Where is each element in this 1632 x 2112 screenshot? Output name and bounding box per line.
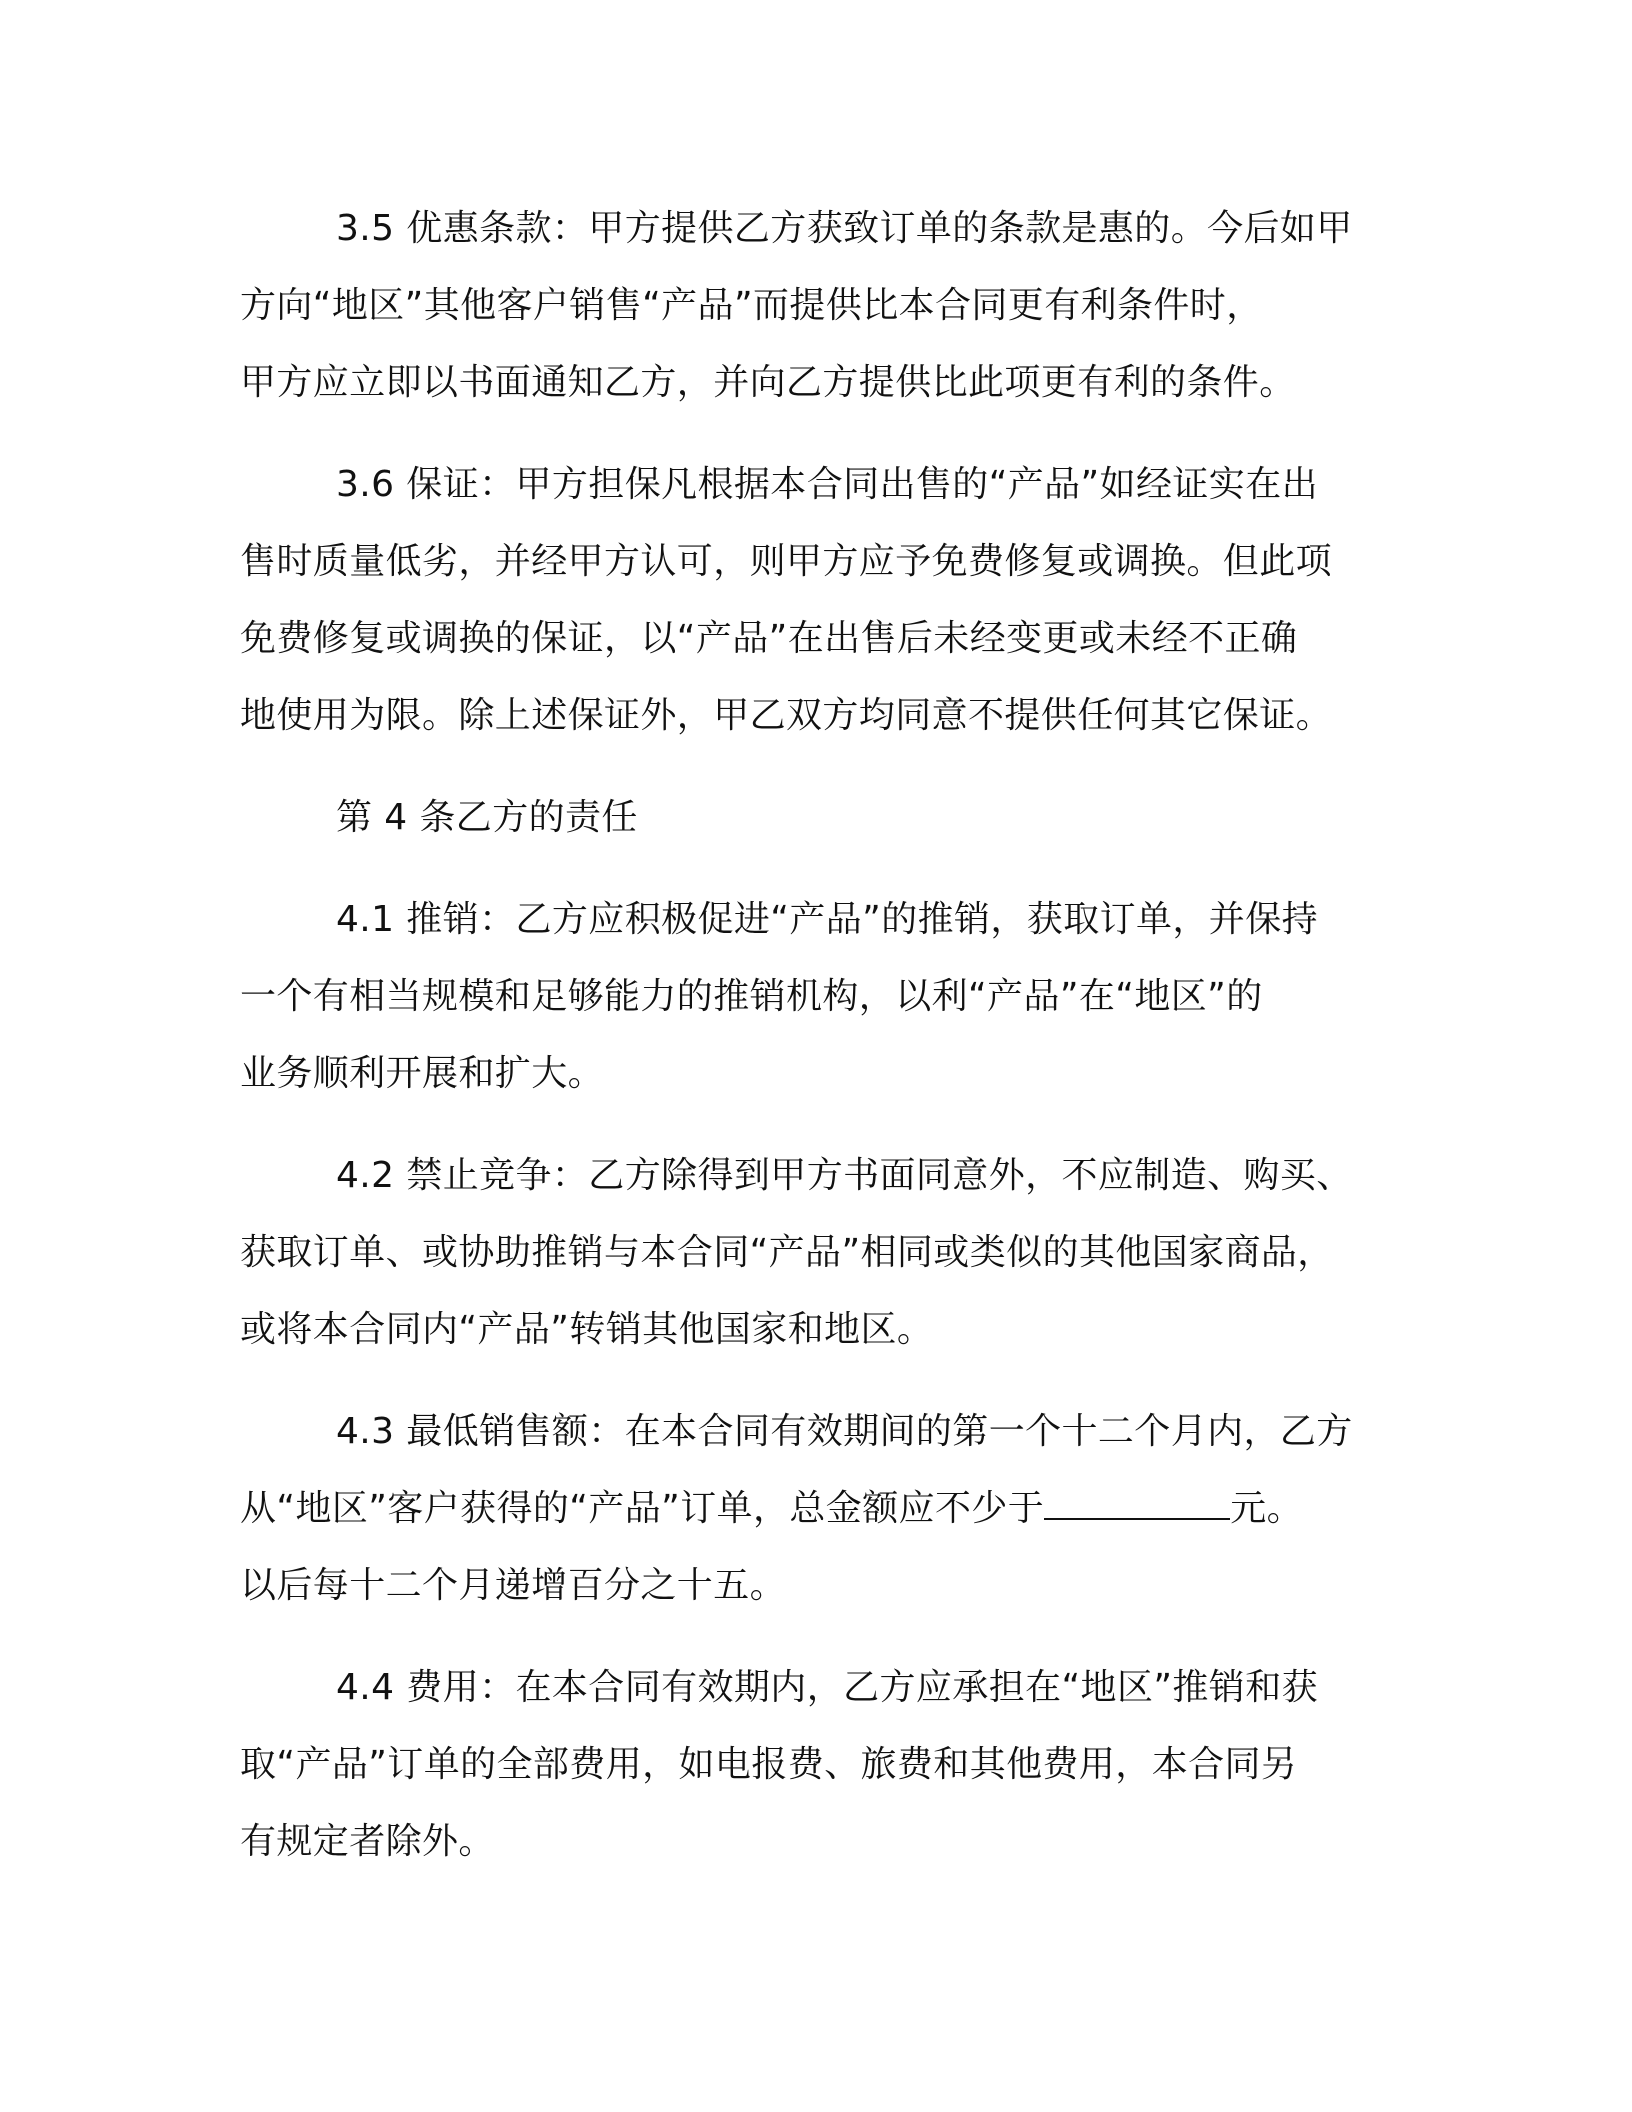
article-4-heading: 第 4 条乙方的责任 (336, 797, 638, 838)
clause-4-1-line-2: 一个有相当规模和足够能力的推销机构，以利“产品”在“地区”的 (240, 976, 1263, 1017)
clause-3-6-line-2: 售时质量低劣，并经甲方认可，则甲方应予免费修复或调换。但此项 (240, 541, 1333, 582)
clause-4-1-line-3: 业务顺利开展和扩大。 (240, 1053, 605, 1094)
clause-4-4-line-2: 取“产品”订单的全部费用，如电报费、旅费和其他费用，本合同另 (240, 1744, 1298, 1785)
clause-4-3 (240, 1393, 1380, 1624)
clause-3-5 (240, 190, 1380, 421)
clause-4-2-line-2: 获取订单、或协助推销与本合同“产品”相同或类似的其他国家商品， (240, 1232, 1334, 1273)
clause-4-1-line-1: 4.1 推销：乙方应积极促进“产品”的推销，获取订单，并保持 (336, 899, 1318, 940)
clause-4-2 (240, 1137, 1380, 1368)
clause-4-2-line-3: 或将本合同内“产品”转销其他国家和地区。 (240, 1309, 934, 1350)
clause-4-2-line-1: 4.2 禁止竞争：乙方除得到甲方书面同意外，不应制造、购买、 (336, 1155, 1353, 1196)
clause-4-3-line-3: 以后每十二个月递增百分之十五。 (240, 1565, 787, 1606)
clause-4-3-line-2-suffix: 元。 (1230, 1488, 1304, 1529)
clause-3-5-line-3: 甲方应立即以书面通知乙方，并向乙方提供比此项更有利的条件。 (240, 362, 1296, 403)
clause-3-5-line-1: 3.5 优惠条款：甲方提供乙方获致订单的条款是惠的。今后如甲 (336, 208, 1353, 249)
clause-4-1 (240, 881, 1380, 1112)
clause-4-3-line-2-prefix: 从“地区”客户获得的“产品”订单，总金额应不少于 (240, 1488, 1045, 1529)
clause-4-3-line-1: 4.3 最低销售额：在本合同有效期间的第一个十二个月内，乙方 (336, 1411, 1353, 1452)
clause-4-4-line-3: 有规定者除外。 (240, 1821, 495, 1862)
clause-3-6-line-3: 免费修复或调换的保证，以“产品”在出售后未经变更或未经不正确 (240, 618, 1298, 659)
clause-4-3-line-2 (240, 1470, 1380, 1547)
clause-3-6 (240, 446, 1380, 754)
clause-4-4 (240, 1649, 1380, 1880)
clause-3-6-line-1: 3.6 保证：甲方担保凡根据本合同出售的“产品”如经证实在出 (336, 464, 1318, 505)
clause-3-5-line-2: 方向“地区”其他客户销售“产品”而提供比本合同更有利条件时， (240, 285, 1263, 326)
document-body (240, 190, 1380, 1880)
clause-4-4-line-1: 4.4 费用：在本合同有效期内，乙方应承担在“地区”推销和获 (336, 1667, 1318, 1708)
clause-3-6-line-4: 地使用为限。除上述保证外，甲乙双方均同意不提供任何其它保证。 (240, 695, 1333, 736)
amount-blank (1044, 1488, 1230, 1520)
